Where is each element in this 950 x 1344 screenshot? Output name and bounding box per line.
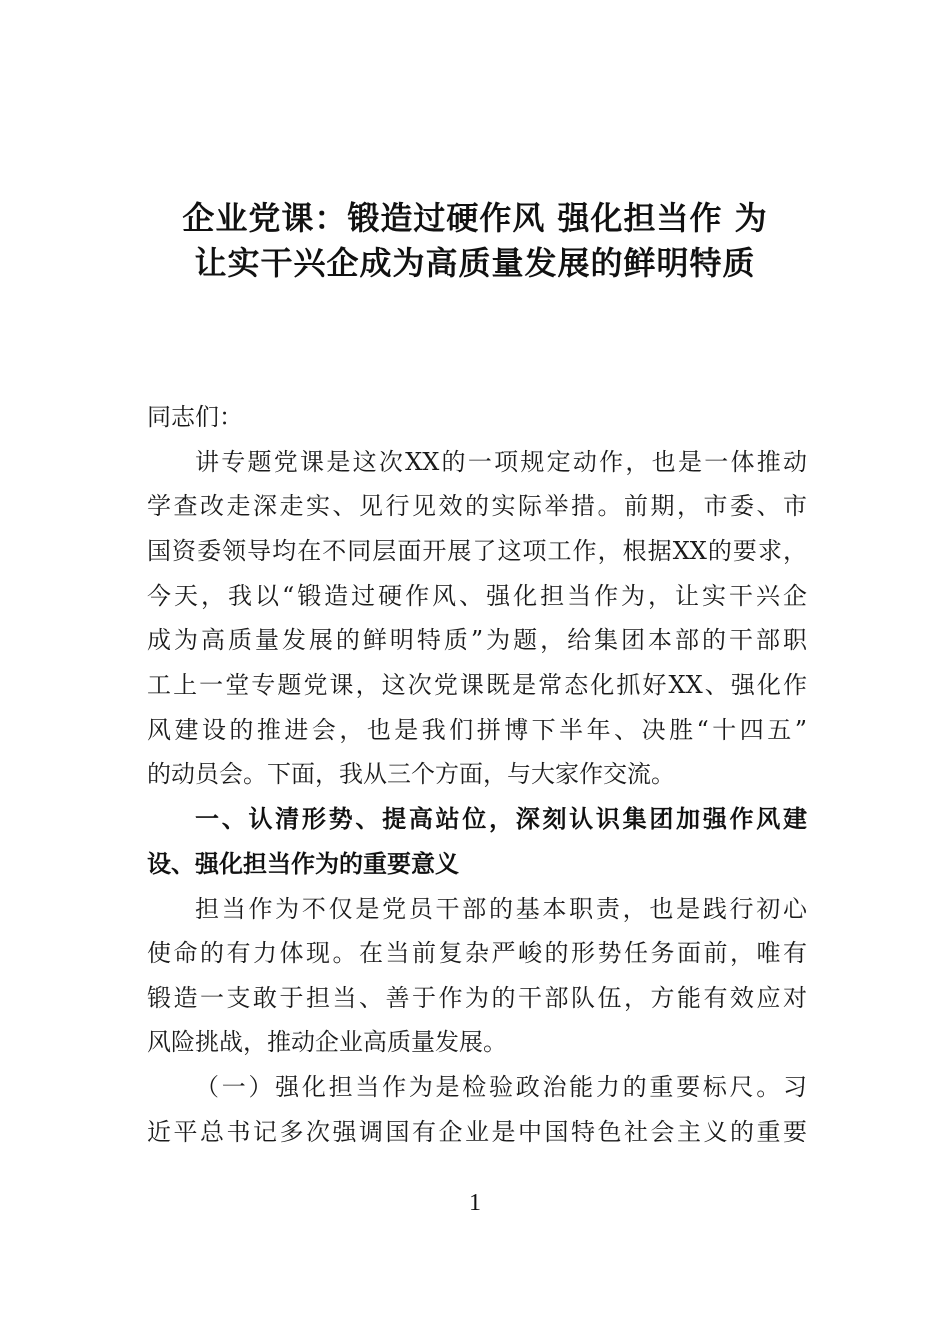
subsection-line: （一）强化担当作为是检验政治能力的重要标尺。习: [195, 1073, 807, 1101]
intro-line: 成为高质量发展的鲜明特质”为题，给集团本部的干部职: [147, 626, 807, 654]
document-title-line-2: 让实干兴企成为高质量发展的鲜明特质: [194, 244, 756, 282]
intro-line: 讲专题党课是这次XX的一项规定动作，也是一体推动: [195, 448, 807, 476]
intro-line: 风建设的推进会，也是我们拼博下半年、决胜“十四五”: [147, 716, 807, 744]
page-number: 1: [469, 1190, 481, 1216]
section-body-line: 使命的有力体现。在当前复杂严峻的形势任务面前，唯有: [147, 939, 807, 967]
section-heading-line: 一、认清形势、提高站位，深刻认识集团加强作风建: [195, 805, 807, 833]
section-body-line: 锻造一支敢于担当、善于作为的干部队伍，方能有效应对: [147, 984, 807, 1012]
intro-line: 国资委领导均在不同层面开展了这项工作，根据XX的要求，: [147, 537, 807, 565]
salutation: 同志们：: [147, 403, 243, 431]
intro-line: 学查改走深走实、见行见效的实际举措。前期，市委、市: [147, 492, 807, 520]
intro-line: 今天，我以“锻造过硬作风、强化担当作为，让实干兴企: [147, 582, 807, 610]
section-body-line: 风险挑战，推动企业高质量发展。: [147, 1028, 507, 1056]
intro-line: 工上一堂专题党课，这次党课既是常态化抓好XX、强化作: [147, 671, 807, 699]
intro-line: 的动员会。下面，我从三个方面，与大家作交流。: [147, 760, 675, 788]
section-heading-line: 设、强化担当作为的重要意义: [147, 850, 459, 878]
section-body-line: 担当作为不仅是党员干部的基本职责，也是践行初心: [195, 895, 807, 923]
document-title-line-1: 企业党课：锻造过硬作风 强化担当作 为: [182, 199, 768, 237]
subsection-line: 近平总书记多次强调国有企业是中国特色社会主义的重要: [147, 1118, 807, 1146]
